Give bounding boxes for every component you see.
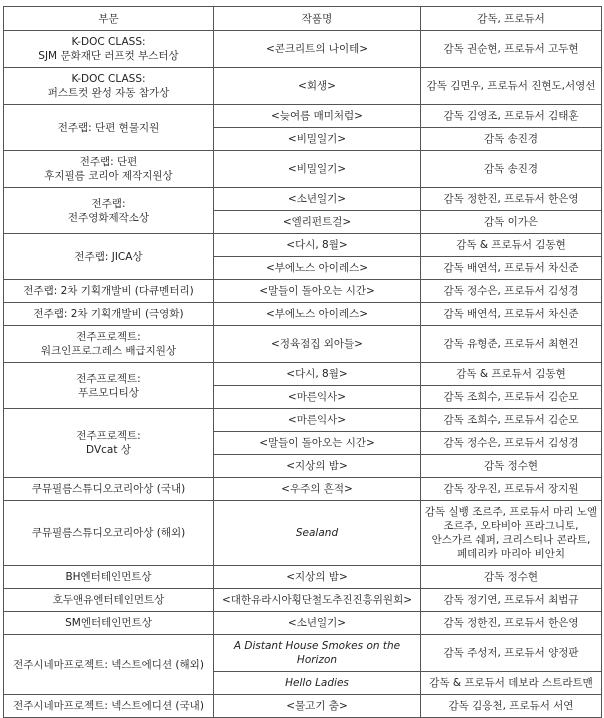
title-cell: <대한유라시아횡단철도추진진흥위원회> — [214, 589, 421, 612]
credits-cell: 감독 김영조, 프로듀서 김태훈 — [421, 105, 602, 128]
table-row — [4, 363, 602, 386]
credits-cell: 감독 정한진, 프로듀서 한은영 — [421, 612, 602, 635]
credits-cell: 감독 김응천, 프로듀서 서연 — [421, 695, 602, 718]
table-row — [4, 501, 602, 566]
category-cell: BH엔터테인먼트상 — [4, 566, 214, 589]
table-row — [4, 635, 602, 672]
table-row — [4, 151, 602, 188]
title-cell: <콘크리트의 나이테> — [214, 31, 421, 68]
credits-cell: 감독 권순현, 프로듀서 고두현 — [421, 31, 602, 68]
credits-cell: 감독 배연석, 프로듀서 차신준 — [421, 303, 602, 326]
table-row — [4, 589, 602, 612]
title-cell: Hello Ladies — [214, 672, 421, 695]
credits-cell: 감독 정수현 — [421, 455, 602, 478]
title-cell: <마른익사> — [214, 409, 421, 432]
credits-cell: 감독 김면우, 프로듀서 진현도,서영선 — [421, 68, 602, 105]
title-cell: <비밀일기> — [214, 128, 421, 151]
table-row — [4, 695, 602, 718]
category-cell: SM엔터테인먼트상 — [4, 612, 214, 635]
awards-table — [3, 6, 602, 718]
category-cell: 전주프로젝트: 워크인프로그레스 배급지원상 — [4, 326, 214, 363]
table-row — [4, 234, 602, 257]
credits-cell: 감독 조희수, 프로듀서 김순모 — [421, 386, 602, 409]
credits-cell: 감독 주성저, 프로듀서 양정판 — [421, 635, 602, 672]
category-cell: 전주랩: 2차 기획개발비 (다큐멘터리) — [4, 280, 214, 303]
header-row — [4, 7, 602, 31]
table-body — [4, 31, 602, 718]
title-cell: <물고기 춤> — [214, 695, 421, 718]
credits-cell: 감독 정수은, 프로듀서 김성경 — [421, 432, 602, 455]
title-cell: <말들이 돌아오는 시간> — [214, 432, 421, 455]
title-cell: <지상의 밤> — [214, 566, 421, 589]
category-cell: 전주프로젝트: DVcat 상 — [4, 409, 214, 478]
table-row — [4, 105, 602, 128]
credits-cell: 감독 실뱅 조르주, 프로듀서 마리 노엘 조르주, 오타비아 프라그니토, 안스가르 쉐퍼, 크리스티나 콘라트, 페데리카 마리아 비안치 — [421, 501, 602, 566]
title-cell: <소년일기> — [214, 612, 421, 635]
credits-cell: 감독 정수현 — [421, 566, 602, 589]
category-cell: 전주랩: 전주영화제작소상 — [4, 188, 214, 234]
category-cell: 전주랩: JICA상 — [4, 234, 214, 280]
credits-cell: 감독 & 프로듀서 김동현 — [421, 363, 602, 386]
table-row — [4, 31, 602, 68]
title-cell: <부에노스 아이레스> — [214, 257, 421, 280]
credits-cell: 감독 정수은, 프로듀서 김성경 — [421, 280, 602, 303]
title-cell: <늦여름 매미처럼> — [214, 105, 421, 128]
title-cell: Sealand — [214, 501, 421, 566]
table-row — [4, 303, 602, 326]
title-cell: <엘리펀트걸> — [214, 211, 421, 234]
title-cell: <지상의 밤> — [214, 455, 421, 478]
credits-cell: 감독 유형준, 프로듀서 최현건 — [421, 326, 602, 363]
category-cell: K-DOC CLASS: SJM 문화재단 러프컷 부스터상 — [4, 31, 214, 68]
table-row — [4, 478, 602, 501]
credits-cell: 감독 조희수, 프로듀서 김순모 — [421, 409, 602, 432]
category-cell: K-DOC CLASS: 퍼스트컷 완성 자동 참가상 — [4, 68, 214, 105]
title-cell: <소년일기> — [214, 188, 421, 211]
header-credits: 감독, 프로듀서 — [421, 7, 602, 31]
header-category: 부문 — [4, 7, 214, 31]
title-cell: <마른익사> — [214, 386, 421, 409]
category-cell: 전주랩: 단편 현물지원 — [4, 105, 214, 151]
category-cell: 쿠뮤필름스튜디오코리아상 (해외) — [4, 501, 214, 566]
category-cell: 전주시네마프로젝트: 넥스트에디션 (해외) — [4, 635, 214, 695]
table-row — [4, 280, 602, 303]
credits-cell: 감독 & 프로듀서 데보라 스트라트맨 — [421, 672, 602, 695]
category-cell: 쿠뮤필름스튜디오코리아상 (국내) — [4, 478, 214, 501]
category-cell: 전주프로젝트: 푸르모디티상 — [4, 363, 214, 409]
table-row — [4, 409, 602, 432]
title-cell: <다시, 8월> — [214, 363, 421, 386]
credits-cell: 감독 이가은 — [421, 211, 602, 234]
title-cell: <정육점집 외아들> — [214, 326, 421, 363]
credits-cell: 감독 장우진, 프로듀서 장지원 — [421, 478, 602, 501]
title-cell: <부에노스 아이레스> — [214, 303, 421, 326]
header-title: 작품명 — [214, 7, 421, 31]
table-row — [4, 612, 602, 635]
category-cell: 전주시네마프로젝트: 넥스트에디션 (국내) — [4, 695, 214, 718]
title-cell: <우주의 흔적> — [214, 478, 421, 501]
table-row — [4, 326, 602, 363]
category-cell: 전주랩: 2차 기획개발비 (극영화) — [4, 303, 214, 326]
credits-cell: 감독 정한진, 프로듀서 한은영 — [421, 188, 602, 211]
title-cell: <비밀일기> — [214, 151, 421, 188]
title-cell: A Distant House Smokes on the Horizon — [214, 635, 421, 672]
credits-cell: 감독 송진경 — [421, 128, 602, 151]
title-cell: <다시, 8월> — [214, 234, 421, 257]
credits-cell: 감독 & 프로듀서 김동현 — [421, 234, 602, 257]
credits-cell: 감독 배연석, 프로듀서 차신준 — [421, 257, 602, 280]
credits-cell: 감독 송진경 — [421, 151, 602, 188]
title-cell: <회생> — [214, 68, 421, 105]
category-cell: 전주랩: 단편 후지필름 코리아 제작지원상 — [4, 151, 214, 188]
table-row — [4, 68, 602, 105]
title-cell: <말들이 돌아오는 시간> — [214, 280, 421, 303]
category-cell: 호두앤유엔터테인먼트상 — [4, 589, 214, 612]
credits-cell: 감독 정기연, 프로듀서 최범규 — [421, 589, 602, 612]
table-row — [4, 188, 602, 211]
table-row — [4, 566, 602, 589]
